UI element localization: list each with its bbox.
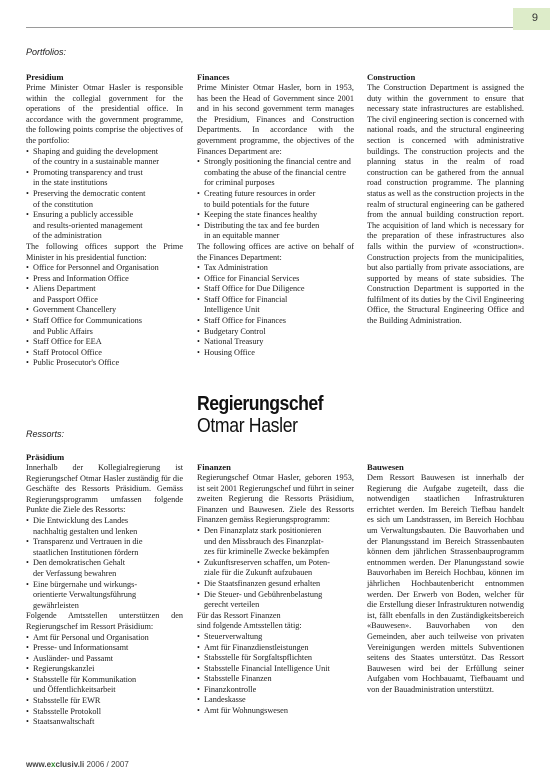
title-line-2: Otmar Hasler [197,414,298,437]
list-item: • Staatsanwaltschaft [26,717,183,728]
finances-intro: Prime Minister Otmar Hasler, born in 1953, has been the Head of Government since 2001 and in his second government term manages the Presidium, Finances and Construction Departments. In accordance with the government programme, the objectives of the Finances Department are: [197,83,354,156]
finances-objectives-list [197,157,354,242]
list-item: • Zukunftsreserven schaffen, um Poten- ziale für die Zukunft aufzubauen [197,558,354,579]
list-item: • Preserving the democratic content of the constitution [26,189,183,210]
list-item: • Stabsstelle für Kommunikation und Öffentlichkeitsarbeit [26,675,183,696]
presidium-column [26,72,183,369]
list-item: • Die Steuer- und Gebührenbelastung gerecht verteilen [197,590,354,611]
list-item: • Eine bürgernahe und wirkungs- orientierte Verwaltungsführung gewährleisten [26,580,183,612]
list-item: • Creating future resources in order to build potentials for the future [197,189,354,210]
ressorts-label: Ressorts: [26,429,65,439]
presidium-offices-list [26,263,183,369]
list-item: • Ausländer- und Passamt [26,654,183,665]
finances-offices-list [197,263,354,358]
finanzen-offices-intro: Für das Ressort Finanzen sind folgende Amtsstellen tätig: [197,610,302,631]
finanzen-objectives-list [197,526,354,611]
list-item: • Stabsstelle für Sorgfaltspflichten [197,653,354,664]
title-line-1: Regierungschef [197,392,324,415]
bauwesen-heading: Bauwesen [367,462,404,472]
list-item: • Staff Office for Finances [197,316,354,327]
list-item: • Stabsstelle Financial Intelligence Unit [197,664,354,675]
list-item: • Office for Financial Services [197,274,354,285]
finances-heading: Finances [197,72,230,82]
presidium-heading: Presidium [26,72,64,82]
site-link-pre: www.e [26,760,52,769]
list-item: • Regierungskanzlei [26,664,183,675]
list-item: • Stabsstelle Protokoll [26,707,183,718]
finanzen-offices-list [197,632,354,717]
list-item: • Transparenz und Vertrauen in die staatlichen Institutionen fördern [26,537,183,558]
list-item: • Housing Office [197,348,354,359]
list-item: • Budgetary Control [197,327,354,338]
list-item: • Den Finanzplatz stark positionieren und den Missbrauch des Finanzplat- zes für kriminelle Zwecke bekämpfen [197,526,354,558]
finances-offices-intro: The following offices are active on behalf of the Finances Department: [197,241,354,262]
page-number: 9 [531,12,538,24]
presidium-objectives-list [26,147,183,242]
list-item: • National Treasury [197,337,354,348]
list-item: • Distributing the tax and fee burden in an equitable manner [197,221,354,242]
list-item: • Die Staatsfinanzen gesund erhalten [197,579,354,590]
construction-column [367,72,524,327]
footer [26,760,129,769]
list-item: • Ensuring a publicly accessible and results-oriented management of the administration [26,210,183,242]
list-item: • Staff Office for Financial Intelligence Unit [197,295,354,316]
list-item: • Presse- und Informationsamt [26,643,183,654]
finanzen-column [197,462,354,717]
list-item: • Staff Office for Communications and Public Affairs [26,316,183,337]
list-item: • Tax Administration [197,263,354,274]
praesidium-offices-intro: Folgende Amtsstellen unterstützen den Regierungschef im Ressort Präsidium: [26,611,183,631]
list-item: • Shaping and guiding the development of the country in a sustainable manner [26,147,183,168]
list-item: • Staff Office for Due Diligence [197,284,354,295]
header-rule [26,27,515,28]
list-item: • Aliens Department and Passport Office [26,284,183,305]
site-link-post: clusiv.li [55,760,85,769]
list-item: • Finanzkontrolle [197,685,354,696]
site-link[interactable] [26,760,84,769]
list-item: • Landeskasse [197,695,354,706]
list-item: • Staff Protocol Office [26,348,183,359]
list-item: • Public Prosecutor's Office [26,358,183,369]
finances-column [197,72,354,358]
presidium-offices-intro: The following offices support the Prime Minister in his presidential function: [26,241,183,262]
list-item: • Keeping the state finances healthy [197,210,354,221]
praesidium-heading: Präsidium [26,452,65,462]
site-link-accent: x [51,760,56,769]
list-item: • Stabsstelle für EWR [26,696,183,707]
finanzen-intro: Regierungschef Otmar Hasler, geboren 1953, ist seit 2001 Regierungschef und führt in seiner zweiten Regierung die Ressorts Präsidium, Finanzen und Bauwesen. Ziele des Ressorts Finanzen gemäss Regierungsprogramm: [197,473,354,525]
construction-body: The Construction Department is assigned the duty within the government to ensure that necessary state infrastructures are established. The civil engineering section is concerned with national roads, and the structural engineering section is concerned with administrative buildings. The construction projects and the planning status in the realm of road construction can be gathered from the annual road construction programme. The planning status as well as the construction projects in the realm of structural engineering can be gathered from the annual building construction report. The acquisition of land which is necessary for the preparation of these infrastructures also falls within the purview of «construction». Construction projects from the municipalities, but also partially from private associations, are supported by means of state subsidies. The Construction Department is supported in the fulfilment of its duties by the Civil Engineering Office, the Structural Engineering Office and the Building Administration. [367,83,524,326]
praesidium-intro: Innerhalb der Kollegialregierung ist Regierungschef Otmar Hasler zuständig für die Geschäfte des Ressorts Präsidium. Gemäss Regierungsprogramm umfassen folgende Punkte die Ziele des Ressorts: [26,463,183,515]
page-title [197,393,367,437]
list-item: • Staff Office for EEA [26,337,183,348]
list-item: • Office for Personnel and Organisation [26,263,183,274]
list-item: • Stabsstelle Finanzen [197,674,354,685]
praesidium-objectives-list [26,516,183,611]
footer-years: 2006 / 2007 [86,760,129,769]
list-item: • Den demokratischen Gehalt der Verfassung bewahren [26,558,183,579]
list-item: • Amt für Finanzdienstleistungen [197,643,354,654]
presidium-intro: Prime Minister Otmar Hasler is responsible within the collegial government for the operations of the presidential office. In accordance with the government programme, the following points comprise the objectives of the portfolio: [26,83,183,145]
list-item: • Steuerverwaltung [197,632,354,643]
finanzen-heading: Finanzen [197,462,231,472]
list-item: • Strongly positioning the financial centre and combating the abuse of the financial centre for criminal purposes [197,157,354,189]
list-item: • Amt für Wohnungswesen [197,706,354,717]
list-item: • Promoting transparency and trust in the state institutions [26,168,183,189]
list-item: • Government Chancellery [26,305,183,316]
list-item: • Die Entwicklung des Landes nachhaltig gestalten und lenken [26,516,183,537]
praesidium-column [26,452,183,728]
list-item: • Press and Information Office [26,274,183,285]
list-item: • Amt für Personal und Organisation [26,633,183,644]
portfolios-label: Portfolios: [26,47,67,57]
praesidium-offices-list [26,633,183,728]
construction-heading: Construction [367,72,416,82]
bauwesen-body: Dem Ressort Bauwesen ist innerhalb der Regierung die Aufgabe zugeteilt, dass die notwendigen staatlichen Infrastrukturen errichtet werden. Im Bereich Tiefbau handelt es sich um Landstrassen, im Bereich Hochbau um Verwaltungsbauten. Die Bauvorhaben und der Planungsstand im Bereich Strassenbauten können dem jährlichen Strassenbauprogramm entnommen werden. Der Planungsstand sowie Bauvorhaben im Bereich Hochbau, können im jährlichen Hochbautenbericht entnommen werden. Der Erwerb von Boden, welcher für die Erstellung dieser Infrastrukturen notwendig ist, fällt ebenfalls in den Zuständigkeitsbereich «Bauwesen». Bauvorhaben von den Gemeinden, aber auch teilweise von privaten Vereinigungen werden mittels Subventionen seitens des Staates unterstützt. Das Ressort Bauwesen wird bei der Erfüllung seiner Aufgaben vom Hochbauamt, Tiefbauamt und von der Bauadministration unterstützt. [367,473,524,694]
bauwesen-column [367,462,524,695]
